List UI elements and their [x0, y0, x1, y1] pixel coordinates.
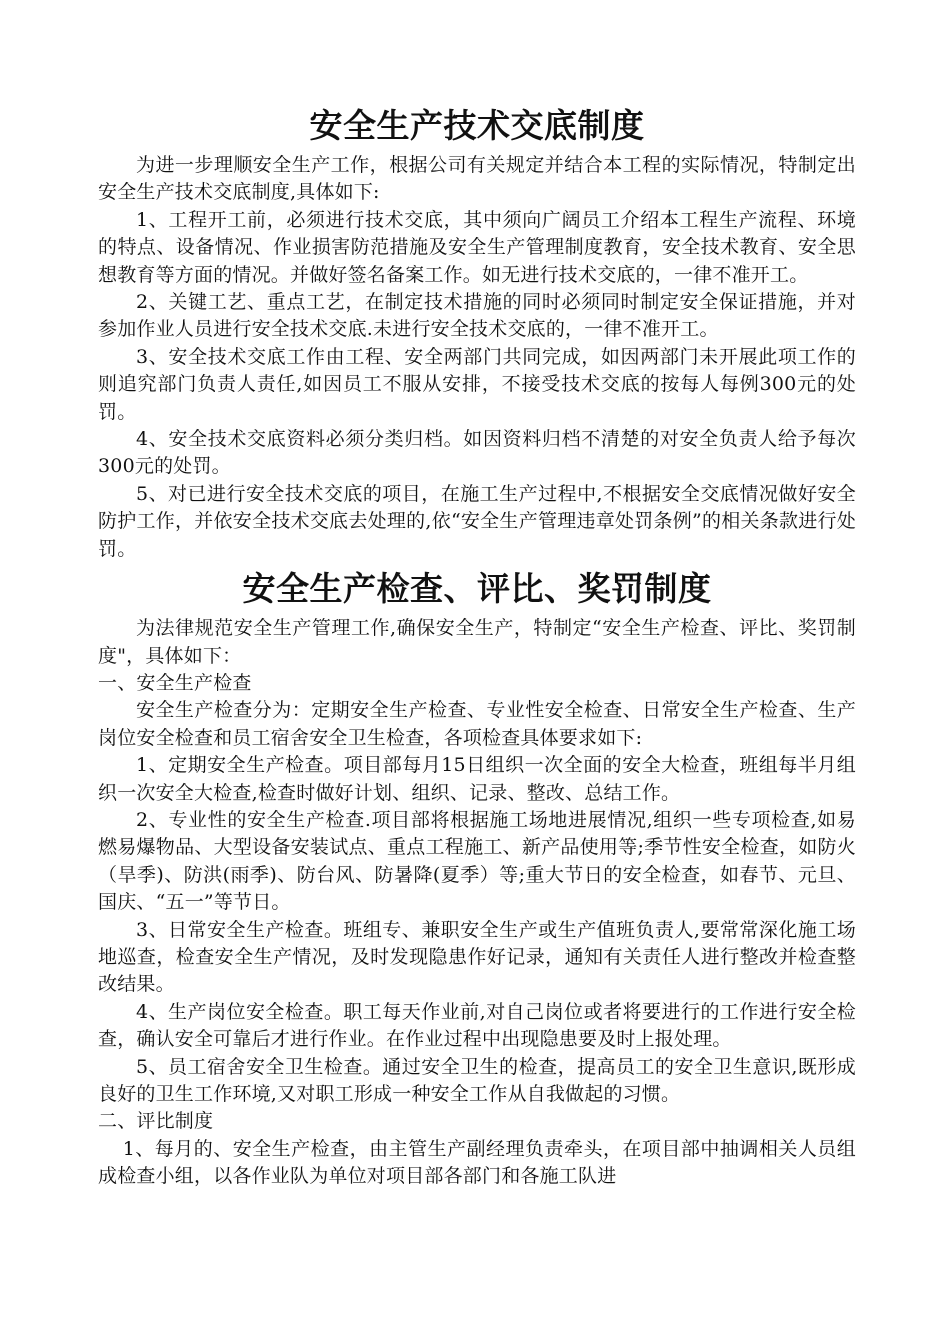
rule-item: 4、安全技术交底资料必须分类归档。如因资料归档不清楚的对安全负责人给予每次300元的处罚。 [98, 428, 856, 478]
subsection-heading: 二、评比制度 [98, 1110, 214, 1133]
subsection-heading: 一、安全生产检查 [98, 671, 252, 694]
check-intro-paragraph: 安全生产检查分为：定期安全生产检查、专业性安全检查、日常安全生产检查、生产岗位安全检查和员工宿舍安全卫生检查，各项检查具体要求如下: [98, 699, 856, 749]
section-title: 安全生产技术交底制度 [309, 106, 645, 145]
check-item: 3、日常安全生产检查。班组专、兼职安全生产或生产值班负责人,要常常深化施工场地巡查，检查安全生产情况，及时发现隐患作好记录，通知有关责任人进行整改并检查整改结果。 [98, 918, 856, 996]
document-page [98, 100, 856, 1191]
check-item: 4、生产岗位安全检查。职工每天作业前,对自己岗位或者将要进行的工作进行安全检查，确认安全可靠后才进行作业。在作业过程中出现隐患要及时上报处理。 [98, 1000, 856, 1051]
rule-item: 2、关键工艺、重点工艺，在制定技术措施的同时必须同时制定安全保证措施，并对参加作业人员进行安全技术交底.未进行安全技术交底的，一律不准开工。 [98, 291, 856, 341]
section-title: 安全生产检查、评比、奖罚制度 [242, 569, 712, 609]
rule-item: 3、安全技术交底工作由工程、安全两部门共同完成，如因两部门未开展此项工作的则追究部门负责人责任,如因员工不服从安排，不接受技术交底的按每人每例300元的处罚。 [98, 345, 856, 423]
intro-paragraph: 为法律规范安全生产管理工作,确保安全生产，特制定“安全生产检查、评比、奖罚制度"，具体如下： [98, 617, 856, 667]
check-item: 2、专业性的安全生产检查.项目部将根据施工场地进展情况,组织一些专项检查,如易燃易爆物品、大型设备安装试点、重点工程施工、新产品使用等;季节性安全检查，如防火（旱季)、防洪(雨季)、防台风、防暑降(夏季）等;重大节日的安全检查，如春节、元旦、国庆、“五一”等节日。 [98, 808, 856, 914]
check-item: 1、定期安全生产检查。项目部每月15日组织一次全面的安全大检查，班组每半月组织一次安全大检查,检查时做好计划、组织、记录、整改、总结工作。 [98, 754, 856, 804]
rating-item: 1、每月的、安全生产检查，由主管生产副经理负责牵头，在项目部中抽调相关人员组成检查小组，以各作业队为单位对项目部各部门和各施工队进 [98, 1137, 856, 1188]
intro-paragraph: 为进一步理顺安全生产工作，根据公司有关规定并结合本工程的实际情况，特制定出安全生产技术交底制度,具体如下: [98, 154, 856, 204]
rule-item: 1、工程开工前，必须进行技术交底，其中须向广阔员工介绍本工程生产流程、环境的特点、设备情况、作业损害防范措施及安全生产管理制度教育，安全技术教育、安全思想教育等方面的情况。并做好签名备案工作。如无进行技术交底的，一律不准开工。 [98, 208, 856, 286]
rule-item: 5、对已进行安全技术交底的项目，在施工生产过程中,不根据安全交底情况做好安全防护工作，并依安全技术交底去处理的,依“安全生产管理违章处罚条例”的相关条款进行处罚。 [98, 482, 856, 560]
check-item: 5、员工宿舍安全卫生检查。通过安全卫生的检查，提高员工的安全卫生意识,既形成良好的卫生工作环境,又对职工形成一种安全工作从自我做起的习惯。 [98, 1055, 856, 1105]
